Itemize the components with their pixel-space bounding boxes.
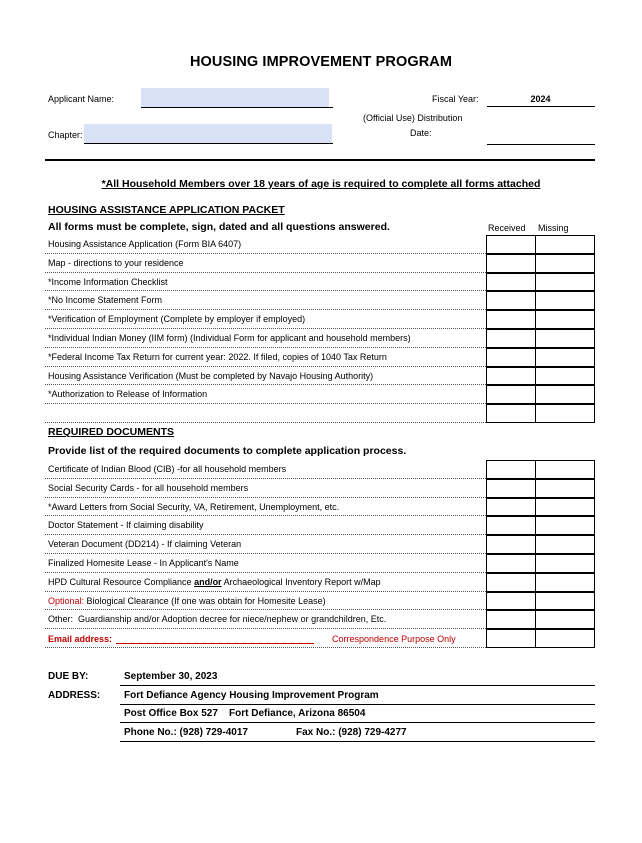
packet-received-box-2[interactable] [486,254,536,273]
doc-received-box-5[interactable] [486,535,536,554]
packet-received-box-1[interactable] [486,235,536,254]
packet-item-2: Map - directions to your residence [48,257,184,268]
doc-item-7 [48,577,381,587]
household-notice: *All Household Members over 18 years of age is required to complete all forms attached [101,178,541,190]
doc-missing-box-3[interactable] [535,498,595,517]
packet-item-1: Housing Assistance Application (Form BIA 6407) [48,239,242,249]
due-by-value: September 30, 2023 [124,671,218,682]
fiscal-year-label: Fiscal Year: [432,94,479,104]
doc-missing-box-4[interactable] [535,516,595,535]
packet-received-box-6[interactable] [486,329,536,348]
address-line-1: Fort Defiance Agency Housing Improvement Program [124,690,379,701]
documents-heading: REQUIRED DOCUMENTS [48,426,175,438]
packet-missing-box-10[interactable] [535,404,595,423]
doc-received-box-10[interactable] [486,629,536,648]
doc-item-2: Social Security Cards - for all household members [48,482,249,493]
chapter-label: Chapter: [48,130,83,140]
due-by-label: DUE BY: [48,671,89,682]
doc-item-6: Finalized Homesite Lease - In Applicant's Name [48,558,239,568]
packet-received-box-3[interactable] [486,273,536,292]
fiscal-year-field[interactable]: 2024 [530,94,551,104]
header-divider [45,159,595,161]
packet-item-8: Housing Assistance Verification (Must be completed by Navajo Housing Authority) [48,370,374,381]
other-text: Other: Guardianship and/or Adoption decree for niece/nephew or grandchildren, Etc. [48,614,387,625]
optional-label: Optional: [48,595,85,606]
packet-item-3: *Income Information Checklist [48,276,168,287]
address-line-2: Post Office Box 527 Fort Defiance, Arizona 86504 [124,708,366,719]
packet-item-5: *Verification of Employment (Complete by employer if employed) [48,314,306,325]
doc-missing-box-5[interactable] [535,535,595,554]
doc-item-1: Certificate of Indian Blood (CIB) -for all household members [48,464,287,474]
doc-item-4: Doctor Statement - If claiming disability [48,520,204,531]
doc-received-box-3[interactable] [486,498,536,517]
packet-item-9: *Authorization to Release of Information [48,389,208,400]
hpd-text-post: Archaeological Inventory Report w/Map [221,576,381,587]
packet-missing-box-2[interactable] [535,254,595,273]
fax-number: Fax No.: (928) 729-4277 [296,727,407,738]
packet-missing-box-9[interactable] [535,385,595,404]
doc-missing-box-9[interactable] [535,610,595,629]
packet-received-box-7[interactable] [486,348,536,367]
hpd-andor-text: and/or [194,576,222,587]
doc-missing-box-2[interactable] [535,479,595,498]
packet-missing-box-8[interactable] [535,367,595,386]
doc-received-box-8[interactable] [486,592,536,611]
doc-received-box-6[interactable] [486,554,536,573]
packet-received-box-4[interactable] [486,291,536,310]
correspondence-note: Correspondence Purpose Only [332,634,456,645]
page-title: HOUSING IMPROVEMENT PROGRAM [189,54,453,70]
chapter-field[interactable] [84,124,332,143]
doc-received-box-9[interactable] [486,610,536,629]
email-label: Email address: [48,634,113,645]
documents-subheading: Provide list of the required documents to complete application process. [48,445,407,457]
doc-received-box-2[interactable] [486,479,536,498]
address-label: ADDRESS: [48,690,101,701]
hpd-text-pre: HPD Cultural Resource Compliance [48,576,195,587]
packet-received-box-10[interactable] [486,404,536,423]
doc-item-8 [48,596,326,606]
doc-missing-box-8[interactable] [535,592,595,611]
packet-item-4: *No Income Statement Form [48,295,163,306]
packet-received-box-5[interactable] [486,310,536,329]
doc-item-5: Veteran Document (DD214) - If claiming Veteran [48,539,242,550]
packet-missing-box-4[interactable] [535,291,595,310]
packet-heading: HOUSING ASSISTANCE APPLICATION PACKET [48,204,285,216]
packet-missing-box-3[interactable] [535,273,595,292]
doc-item-9 [48,614,386,624]
packet-subheading: All forms must be complete, sign, dated and all questions answered. [48,221,390,233]
packet-item-6: *Individual Indian Money (IIM form) (Individual Form for applicant and household members) [48,333,411,343]
packet-received-box-8[interactable] [486,367,536,386]
doc-received-box-1[interactable] [486,460,536,479]
doc-item-3: *Award Letters from Social Security, VA, Retirement, Unemployment, etc. [48,501,340,512]
packet-received-box-9[interactable] [486,385,536,404]
doc-missing-box-7[interactable] [535,573,595,592]
doc-received-box-4[interactable] [486,516,536,535]
official-use-label: (Official Use) Distribution [363,113,463,123]
doc-missing-box-6[interactable] [535,554,595,573]
packet-missing-box-1[interactable] [535,235,595,254]
optional-text: Biological Clearance (If one was obtain for Homesite Lease) [84,595,326,606]
phone-number: Phone No.: (928) 729-4017 [124,727,248,738]
applicant-name-field[interactable] [141,88,329,107]
doc-received-box-7[interactable] [486,573,536,592]
col-missing-header: Missing [538,223,569,233]
packet-missing-box-6[interactable] [535,329,595,348]
packet-missing-box-5[interactable] [535,310,595,329]
packet-missing-box-7[interactable] [535,348,595,367]
email-field[interactable] [116,633,314,644]
doc-item-10 [48,633,456,644]
doc-missing-box-10[interactable] [535,629,595,648]
applicant-name-label: Applicant Name: [48,94,115,104]
packet-item-7: *Federal Income Tax Return for current year: 2022. If filed, copies of 1040 Tax Return [48,351,387,362]
col-received-header: Received [488,223,526,233]
doc-missing-box-1[interactable] [535,460,595,479]
date-label: Date: [410,128,432,138]
